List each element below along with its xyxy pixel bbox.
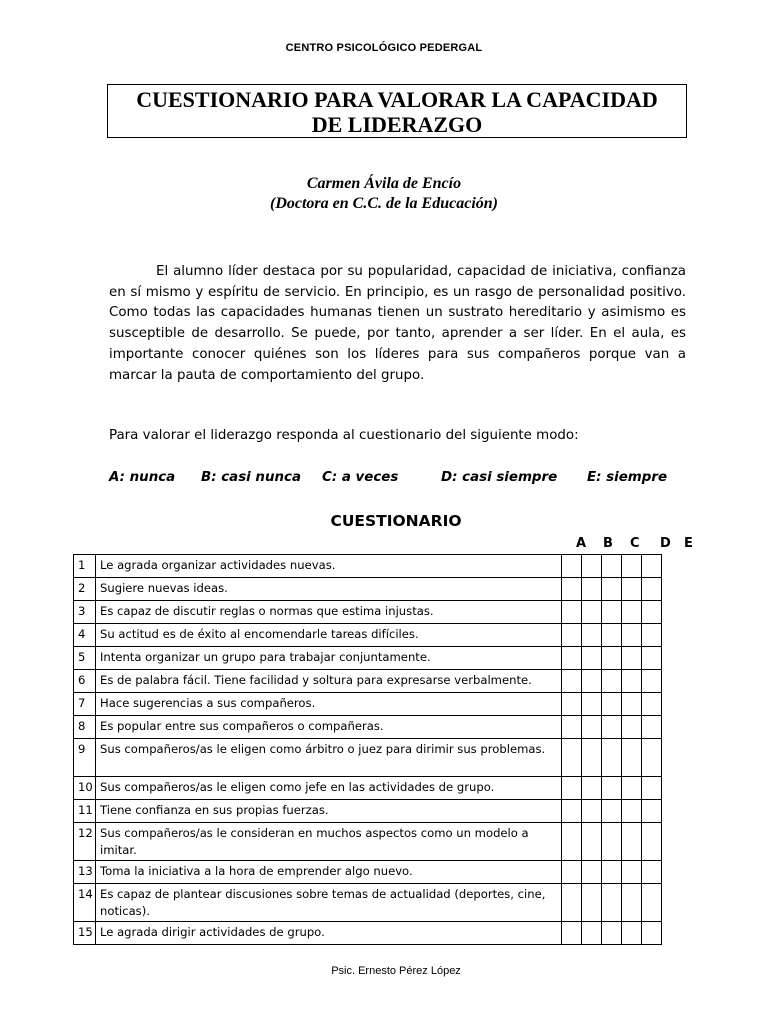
item-number: 9 <box>74 739 96 777</box>
answer-cell-d[interactable] <box>622 922 642 945</box>
author-name: Carmen Ávila de Encío <box>306 175 462 192</box>
answer-cell-b[interactable] <box>582 922 602 945</box>
table-row <box>74 777 662 800</box>
answer-cell-d[interactable] <box>622 823 642 861</box>
page-footer: Psic. Ernesto Pérez López <box>331 965 461 977</box>
answer-cell-c[interactable] <box>602 823 622 861</box>
table-row <box>74 670 662 693</box>
answer-cell-a[interactable] <box>562 922 582 945</box>
answer-cell-c[interactable] <box>602 800 622 823</box>
answer-cell-a[interactable] <box>562 823 582 861</box>
author-block <box>0 174 768 214</box>
intro-paragraph: El alumno líder destaca por su popularidad, capacidad de iniciativa, confianza en sí mismo y espíritu de servicio. En principio, es un rasgo de personalidad positivo. Como todas las capacidades humanas tienen un sustrato hereditario y asimismo es susceptible de desarrollo. Se puede, por tanto, aprender a ser líder. En el aula, es importante conocer quiénes son los líderes para sus compañeros porque van a marcar la pauta de comportamiento del grupo. <box>109 264 686 383</box>
table-row <box>74 716 662 739</box>
document-title-line-1: CUESTIONARIO PARA VALORAR LA CAPACIDAD <box>136 87 658 112</box>
option-e: E: siempre <box>587 470 668 485</box>
answer-cell-d[interactable] <box>622 739 642 777</box>
answer-cell-e[interactable] <box>642 670 662 693</box>
answer-cell-b[interactable] <box>582 601 602 624</box>
item-number: 15 <box>74 922 96 945</box>
answer-cell-e[interactable] <box>642 716 662 739</box>
answer-cell-e[interactable] <box>642 624 662 647</box>
author-credentials: (Doctora en C.C. de la Educación) <box>270 195 498 212</box>
document-title-line-2: DE LIDERAZGO <box>311 112 483 137</box>
answer-cell-c[interactable] <box>602 884 622 922</box>
table-row <box>74 624 662 647</box>
item-text: Sugiere nuevas ideas. <box>96 578 562 601</box>
answer-cell-c[interactable] <box>602 624 622 647</box>
table-row <box>74 922 662 945</box>
column-headers <box>0 536 768 554</box>
table-row <box>74 693 662 716</box>
answer-cell-d[interactable] <box>622 647 642 670</box>
answer-cell-d[interactable] <box>622 861 642 884</box>
answer-cell-d[interactable] <box>622 624 642 647</box>
answer-cell-e[interactable] <box>642 578 662 601</box>
answer-cell-b[interactable] <box>582 800 602 823</box>
page-header: CENTRO PSICOLÓGICO PEDERGAL <box>285 42 483 54</box>
option-b: B: casi nunca <box>201 470 301 485</box>
table-row <box>74 555 662 578</box>
item-number: 7 <box>74 693 96 716</box>
answer-cell-c[interactable] <box>602 601 622 624</box>
item-text: Es capaz de discutir reglas o normas que estima injustas. <box>96 601 562 624</box>
answer-cell-c[interactable] <box>602 716 622 739</box>
answer-cell-d[interactable] <box>622 578 642 601</box>
answer-cell-a[interactable] <box>562 716 582 739</box>
answer-cell-c[interactable] <box>602 555 622 578</box>
answer-cell-d[interactable] <box>622 555 642 578</box>
item-text: Es de palabra fácil. Tiene facilidad y soltura para expresarse verbalmente. <box>96 670 562 693</box>
column-header-e: E <box>684 536 693 551</box>
answer-cell-d[interactable] <box>622 800 642 823</box>
answer-cell-e[interactable] <box>642 601 662 624</box>
answer-cell-a[interactable] <box>562 739 582 777</box>
answer-cell-c[interactable] <box>602 739 622 777</box>
column-header-d: D <box>660 536 671 551</box>
answer-cell-e[interactable] <box>642 647 662 670</box>
item-number: 11 <box>74 800 96 823</box>
item-text: Le agrada dirigir actividades de grupo. <box>96 922 562 945</box>
item-number: 3 <box>74 601 96 624</box>
answer-options <box>109 470 709 490</box>
answer-cell-c[interactable] <box>602 922 622 945</box>
item-number: 8 <box>74 716 96 739</box>
answer-cell-c[interactable] <box>602 578 622 601</box>
answer-cell-b[interactable] <box>582 578 602 601</box>
answer-cell-a[interactable] <box>562 800 582 823</box>
column-header-a: A <box>576 536 587 551</box>
table-row <box>74 823 662 861</box>
item-number: 14 <box>74 884 96 922</box>
instructions-text: Para valorar el liderazgo responda al cuestionario del siguiente modo: <box>109 428 579 443</box>
answer-cell-c[interactable] <box>602 647 622 670</box>
item-number: 5 <box>74 647 96 670</box>
answer-cell-b[interactable] <box>582 670 602 693</box>
questionnaire-table <box>73 554 662 945</box>
item-text: Tiene confianza en sus propias fuerzas. <box>96 800 562 823</box>
table-row <box>74 861 662 884</box>
answer-cell-e[interactable] <box>642 555 662 578</box>
option-a: A: nunca <box>109 470 176 485</box>
answer-cell-b[interactable] <box>582 884 602 922</box>
answer-cell-c[interactable] <box>602 693 622 716</box>
item-text: Es popular entre sus compañeros o compañeras. <box>96 716 562 739</box>
column-header-b: B <box>603 536 613 551</box>
answer-cell-a[interactable] <box>562 601 582 624</box>
answer-cell-b[interactable] <box>582 777 602 800</box>
table-row <box>74 601 662 624</box>
table-row <box>74 578 662 601</box>
document-title-box <box>107 84 687 138</box>
answer-cell-a[interactable] <box>562 777 582 800</box>
item-number: 6 <box>74 670 96 693</box>
item-text: Sus compañeros/as le consideran en muchos aspectos como un modelo a imitar. <box>96 823 562 861</box>
answer-cell-a[interactable] <box>562 624 582 647</box>
answer-cell-b[interactable] <box>582 861 602 884</box>
answer-cell-d[interactable] <box>622 693 642 716</box>
column-header-c: C <box>630 536 640 551</box>
answer-cell-b[interactable] <box>582 647 602 670</box>
answer-cell-d[interactable] <box>622 884 642 922</box>
answer-cell-c[interactable] <box>602 861 622 884</box>
answer-cell-e[interactable] <box>642 823 662 861</box>
answer-cell-d[interactable] <box>622 601 642 624</box>
answer-cell-a[interactable] <box>562 670 582 693</box>
item-text: Le agrada organizar actividades nuevas. <box>96 555 562 578</box>
item-text: Sus compañeros/as le eligen como jefe en las actividades de grupo. <box>96 777 562 800</box>
item-text: Es capaz de plantear discusiones sobre temas de actualidad (deportes, cine, noticas). <box>96 884 562 922</box>
table-row <box>74 739 662 777</box>
answer-cell-c[interactable] <box>602 777 622 800</box>
answer-cell-d[interactable] <box>622 777 642 800</box>
questionnaire-title: CUESTIONARIO <box>330 512 462 530</box>
answer-cell-e[interactable] <box>642 884 662 922</box>
answer-cell-c[interactable] <box>602 670 622 693</box>
item-text: Sus compañeros/as le eligen como árbitro o juez para dirimir sus problemas. <box>96 739 562 777</box>
answer-cell-a[interactable] <box>562 861 582 884</box>
item-text: Su actitud es de éxito al encomendarle tareas difíciles. <box>96 624 562 647</box>
table-row <box>74 800 662 823</box>
answer-cell-e[interactable] <box>642 693 662 716</box>
answer-cell-a[interactable] <box>562 647 582 670</box>
answer-cell-b[interactable] <box>582 693 602 716</box>
answer-cell-b[interactable] <box>582 716 602 739</box>
option-d: D: casi siempre <box>441 470 558 485</box>
answer-cell-e[interactable] <box>642 739 662 777</box>
item-text: Intenta organizar un grupo para trabajar conjuntamente. <box>96 647 562 670</box>
answer-cell-e[interactable] <box>642 777 662 800</box>
item-number: 1 <box>74 555 96 578</box>
answer-cell-b[interactable] <box>582 555 602 578</box>
item-number: 4 <box>74 624 96 647</box>
answer-cell-e[interactable] <box>642 800 662 823</box>
item-number: 12 <box>74 823 96 861</box>
item-number: 13 <box>74 861 96 884</box>
answer-cell-b[interactable] <box>582 823 602 861</box>
item-number: 2 <box>74 578 96 601</box>
answer-cell-a[interactable] <box>562 884 582 922</box>
option-c: C: a veces <box>322 470 399 485</box>
answer-cell-a[interactable] <box>562 555 582 578</box>
answer-cell-d[interactable] <box>622 716 642 739</box>
item-text: Hace sugerencias a sus compañeros. <box>96 693 562 716</box>
answer-cell-b[interactable] <box>582 739 602 777</box>
table-row <box>74 647 662 670</box>
answer-cell-a[interactable] <box>562 693 582 716</box>
answer-cell-e[interactable] <box>642 861 662 884</box>
table-row <box>74 884 662 922</box>
item-text: Toma la iniciativa a la hora de emprender algo nuevo. <box>96 861 562 884</box>
answer-cell-a[interactable] <box>562 578 582 601</box>
answer-cell-e[interactable] <box>642 922 662 945</box>
answer-cell-b[interactable] <box>582 624 602 647</box>
answer-cell-d[interactable] <box>622 670 642 693</box>
item-number: 10 <box>74 777 96 800</box>
